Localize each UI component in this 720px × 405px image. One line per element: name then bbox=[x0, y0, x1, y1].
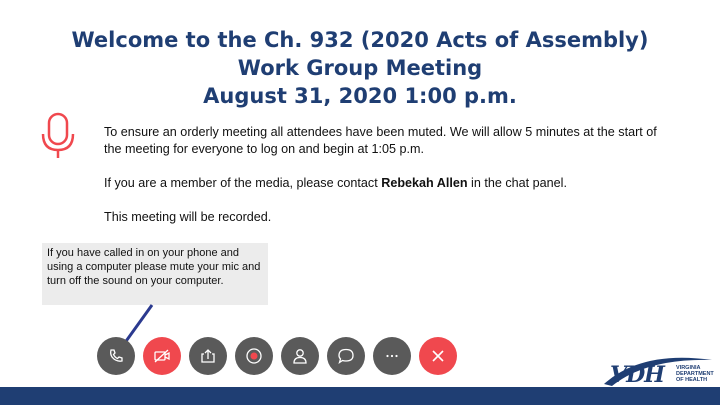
close-icon bbox=[429, 347, 447, 365]
logo-text: VIRGINIA DEPARTMENT OF HEALTH bbox=[676, 365, 714, 383]
media-contact: If you are a member of the media, please contact Rebekah Allen in the chat panel. bbox=[104, 176, 567, 190]
contact-name: Rebekah Allen bbox=[381, 176, 468, 190]
share-icon bbox=[199, 347, 217, 365]
microphone-icon bbox=[38, 112, 78, 160]
leave-button[interactable] bbox=[419, 337, 457, 375]
instructions bbox=[104, 124, 664, 243]
title-line-2: Work Group Meeting bbox=[237, 56, 483, 80]
recording-notice: This meeting will be recorded. bbox=[104, 210, 272, 224]
page-title bbox=[0, 26, 720, 110]
vdh-logo bbox=[602, 354, 714, 394]
participants-button[interactable] bbox=[281, 337, 319, 375]
title-line-3: August 31, 2020 1:00 p.m. bbox=[203, 84, 517, 108]
more-icon bbox=[383, 347, 401, 365]
video-off-icon bbox=[153, 347, 171, 365]
record-button[interactable] bbox=[235, 337, 273, 375]
phone-button[interactable] bbox=[97, 337, 135, 375]
record-icon bbox=[245, 347, 263, 365]
title-line-1: Welcome to the Ch. 932 (2020 Acts of Assembly) bbox=[71, 28, 649, 52]
participants-icon bbox=[291, 347, 309, 365]
phone-icon bbox=[107, 347, 125, 365]
more-button[interactable] bbox=[373, 337, 411, 375]
logo-mark: VDH bbox=[610, 362, 664, 388]
share-button[interactable] bbox=[189, 337, 227, 375]
phone-callout: If you have called in on your phone and using a computer please mute your mic and turn off the sound on your computer. bbox=[42, 243, 268, 305]
chat-button[interactable] bbox=[327, 337, 365, 375]
video-off-button[interactable] bbox=[143, 337, 181, 375]
chat-icon bbox=[337, 347, 355, 365]
mute-notice: To ensure an orderly meeting all attendees have been muted. We will allow 5 minutes at the start of the meeting for everyone to log on and begin at 1:05 p.m. bbox=[104, 125, 657, 156]
